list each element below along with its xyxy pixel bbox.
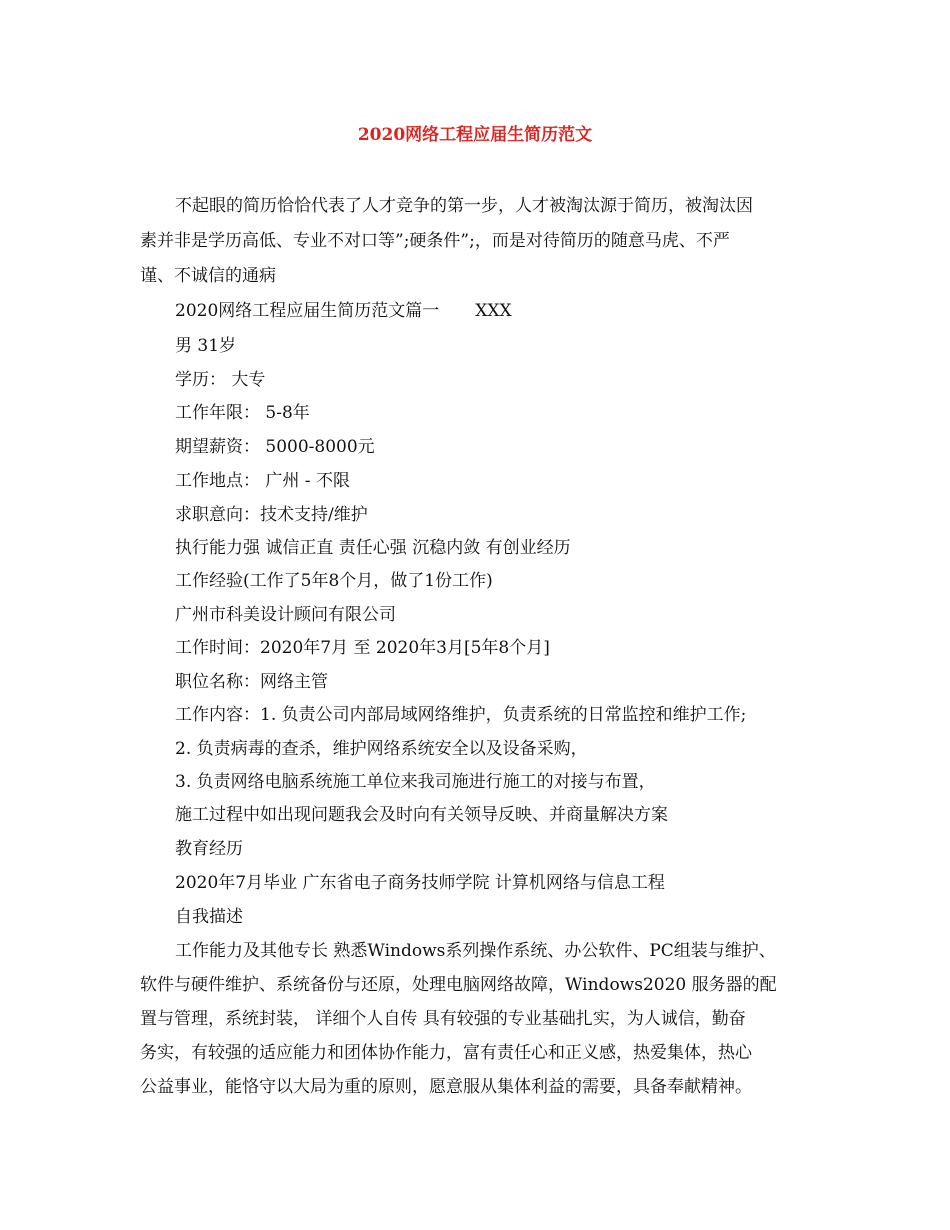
self-description-line-5: 公益事业，能恪守以大局为重的原则，愿意服从集体利益的需要，具备奉献精神。 bbox=[140, 1077, 752, 1097]
duty-line-1: 工作内容：1. 负责公司内部局域网络维护，负责系统的日常监控和维护工作; bbox=[175, 705, 747, 725]
intro-line-2: 素并非是学历高低、专业不对口等”;硬条件”;，而是对待简历的随意马虎、不严 bbox=[140, 231, 730, 251]
position-title: 职位名称：网络主管 bbox=[175, 672, 328, 692]
expected-salary: 期望薪资： 5000-8000元 bbox=[175, 437, 375, 457]
education-entry: 2020年7月毕业 广东省电子商务技师学院 计算机网络与信息工程 bbox=[175, 873, 665, 893]
self-description-line-1: 工作能力及其他专长 熟悉Windows系列操作系统、办公软件、PC组装与维护、 bbox=[175, 941, 776, 961]
work-experience-heading: 工作经验(工作了5年8个月，做了1份工作) bbox=[175, 571, 493, 591]
work-years: 工作年限： 5-8年 bbox=[175, 403, 310, 423]
education-level: 学历： 大专 bbox=[175, 370, 266, 390]
job-intention: 求职意向：技术支持/维护 bbox=[175, 505, 368, 525]
work-period: 工作时间：2020年7月 至 2020年3月[5年8个月] bbox=[175, 638, 550, 658]
intro-line-3: 谨、不诚信的通病 bbox=[140, 266, 276, 286]
intro-line-1: 不起眼的简历恰恰代表了人才竞争的第一步，人才被淘汰源于简历，被淘汰因 bbox=[175, 196, 753, 216]
document-title: 2020网络工程应届生简历范文 bbox=[357, 125, 593, 145]
self-description-line-3: 置与管理，系统封装， 详细个人自传 具有较强的专业基础扎实，为人诚信，勤奋 bbox=[140, 1009, 746, 1029]
duty-line-2: 2. 负责病毒的查杀，维护网络系统安全以及设备采购， bbox=[175, 739, 588, 759]
company-name: 广州市科美设计顾问有限公司 bbox=[175, 605, 396, 625]
sample-heading-line bbox=[175, 300, 512, 322]
sample-heading: 2020网络工程应届生简历范文篇一 bbox=[175, 301, 440, 321]
traits: 执行能力强 诚信正直 责任心强 沉稳内敛 有创业经历 bbox=[175, 538, 571, 558]
gender-age: 男 31岁 bbox=[175, 336, 237, 356]
work-location: 工作地点： 广州 - 不限 bbox=[175, 471, 350, 491]
duty-line-4: 施工过程中如出现问题我会及时向有关领导反映、并商量解决方案 bbox=[175, 805, 668, 825]
self-description-line-4: 务实，有较强的适应能力和团体协作能力，富有责任心和正义感，热爱集体，热心 bbox=[140, 1043, 752, 1063]
self-description-line-2: 软件与硬件维护、系统备份与还原，处理电脑网络故障，Windows2020 服务器的配 bbox=[140, 975, 777, 995]
education-heading: 教育经历 bbox=[175, 839, 243, 859]
self-description-heading: 自我描述 bbox=[175, 907, 243, 927]
duty-line-3: 3. 负责网络电脑系统施工单位来我司施进行施工的对接与布置， bbox=[175, 772, 656, 792]
candidate-name: XXX bbox=[475, 301, 512, 321]
